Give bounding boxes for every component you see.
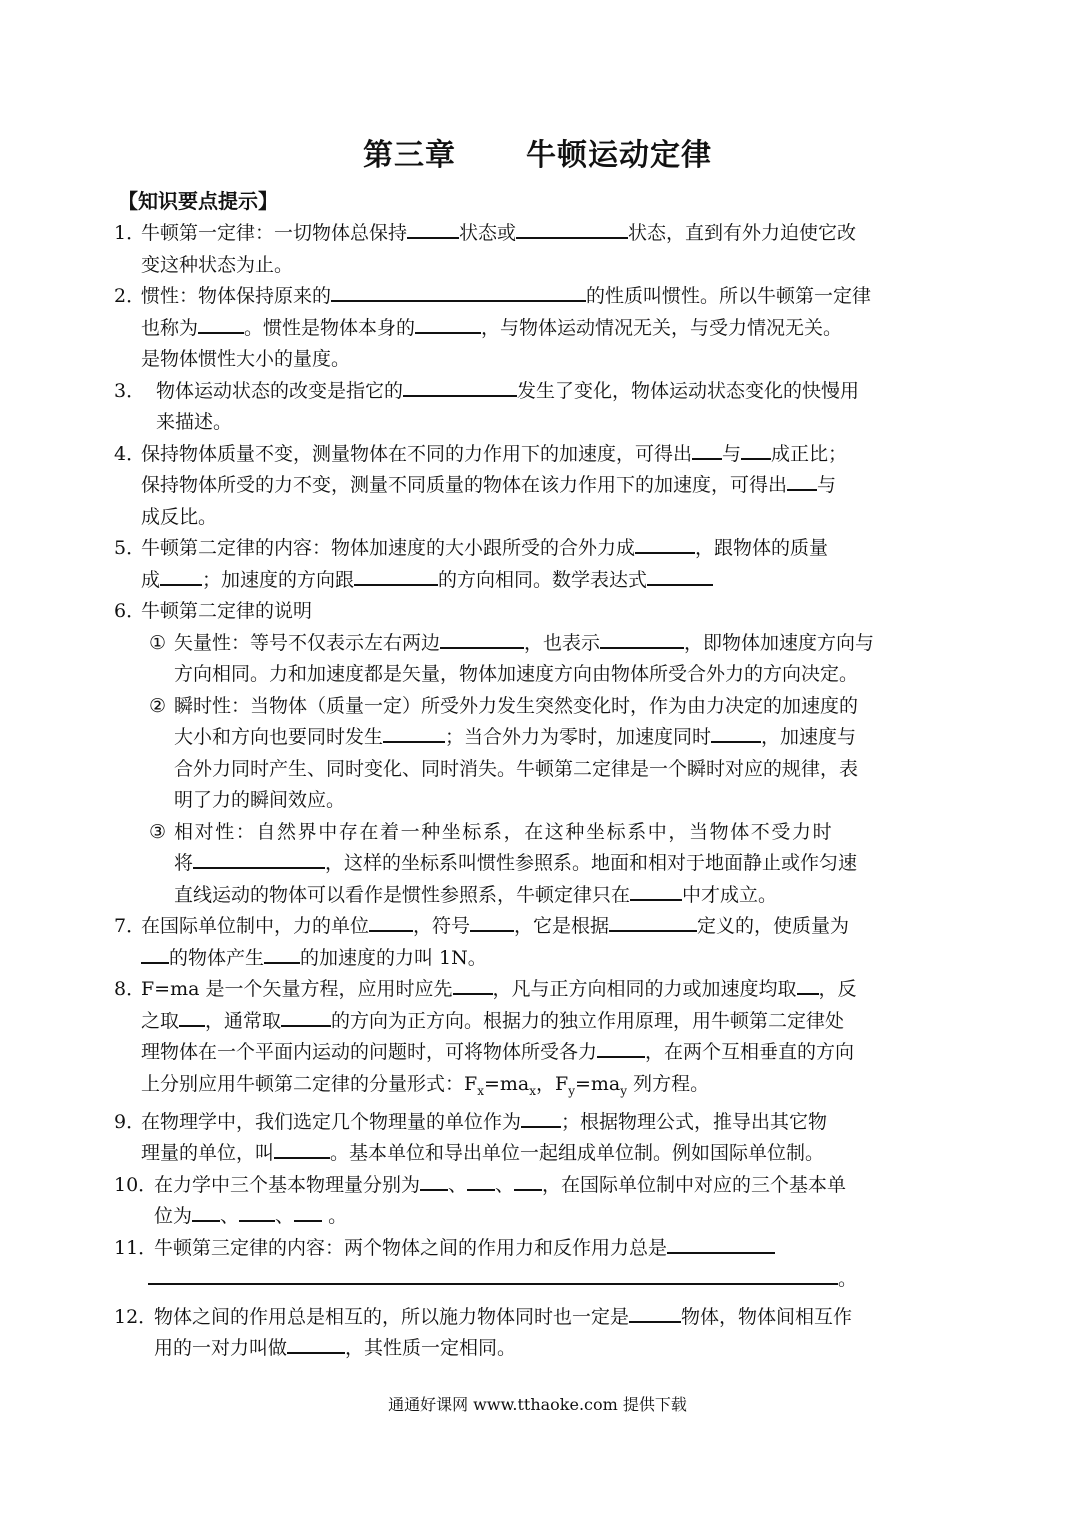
blank[interactable] [274, 1139, 330, 1159]
blank[interactable] [354, 566, 438, 586]
blank[interactable] [193, 849, 325, 869]
list-item-5: 5． 牛顿第二定律的内容：物体加速度的大小跟所受的合外力成 ，跟物体的质量 成 ；加速度的方向跟 的方向相同。数学表达式 [114, 533, 962, 596]
sub-item-instantaneous: ② 瞬时性：当物体（质量一定）所受外力发生突然变化时，作为由力决定的加速度的 大小和方向也要同时发生 ；当合外力为零时，加速度同时 ，加速度与 合外力同时产生、同时变化、同时消失。牛顿第二定律是一个瞬时对应的规律，表 明了力的瞬间效应。 [149, 694, 859, 811]
blank[interactable] [741, 440, 771, 460]
blank[interactable] [521, 1108, 561, 1128]
blank[interactable] [179, 1007, 205, 1027]
blank[interactable] [198, 314, 244, 334]
blank[interactable] [711, 723, 761, 743]
chapter-number: 第三章 [363, 138, 456, 173]
blank[interactable] [667, 1234, 775, 1254]
section-heading: 【知识要点提示】 [118, 189, 278, 213]
blank[interactable] [647, 566, 713, 586]
knowledge-points [114, 218, 962, 1365]
blank[interactable] [415, 314, 481, 334]
chapter-name: 牛顿运动定律 [526, 138, 712, 173]
blank[interactable] [160, 566, 202, 586]
blank[interactable] [635, 534, 695, 554]
list-item-7: 7． 在国际单位制中，力的单位 ，符号 ，它是根据 定义的，使质量为 的物体产生 的加速度的力叫 1N。 [114, 911, 962, 974]
blank[interactable] [369, 912, 413, 932]
blank[interactable] [514, 1171, 542, 1191]
blank[interactable] [630, 881, 682, 901]
list-item-6: 6． 牛顿第二定律的说明 [114, 600, 313, 622]
sub-item-vector: ① 矢量性：等号不仅表示左右两边 ，也表示 ，即物体加速度方向与 方向相同。力和加速度都是矢量，物体加速度方向由物体所受合外力的方向决定。 [114, 628, 962, 691]
blank[interactable] [383, 723, 445, 743]
blank[interactable] [403, 377, 517, 397]
list-item-12: 12． 物体之间的作用总是相互的，所以施力物体同时也一定是 物体，物体间相互作 用的一对力叫做 ，其性质一定相同。 [114, 1302, 962, 1365]
blank[interactable] [264, 944, 300, 964]
blank[interactable] [281, 1007, 331, 1027]
blank[interactable] [453, 975, 493, 995]
blank[interactable] [192, 1202, 220, 1222]
blank[interactable] [239, 1202, 275, 1222]
list-item-10: 10． 在力学中三个基本物理量分别为 、 、 ，在国际单位制中对应的三个基本单 位为 、 、 。 [114, 1170, 962, 1233]
blank[interactable] [287, 1334, 345, 1354]
list-item-11: 11． 牛顿第三定律的内容：两个物体之间的作用力和反作用力总是 。 [114, 1233, 962, 1296]
list-item-2: 2． 惯性：物体保持原来的 的性质叫惯性。所以牛顿第一定律 也称为 。惯性是物体本身的 ，与物体运动情况无关，与受力情况无关。 是物体惯性大小的量度。 [114, 281, 962, 376]
blank[interactable] [141, 944, 169, 964]
list-item-9: 9． 在物理学中，我们选定几个物理量的单位作为 ；根据物理公式，推导出其它物 理量的单位，叫 。基本单位和导出单位一起组成单位制。例如国际单位制。 [114, 1107, 962, 1170]
list-item-4: 4． 保持物体质量不变，测量物体在不同的力作用下的加速度，可得出 与 成正比； 保持物体所受的力不变，测量不同质量的物体在该力作用下的加速度，可得出 与 成反比。 [114, 439, 962, 534]
blank[interactable] [600, 629, 684, 649]
blank[interactable] [440, 629, 524, 649]
blank[interactable] [787, 471, 817, 491]
blank[interactable] [609, 912, 697, 932]
sub-item-relativity: ③ 相对性：自然界中存在着一种坐标系，在这种坐标系中，当物体不受力时 将 ，这样的坐标系叫惯性参照系。地面和相对于地面静止或作匀速 直线运动的物体可以看作是惯性参照系，牛顿定律只在 中才成立。 [149, 820, 858, 906]
blank[interactable] [597, 1038, 645, 1058]
blank[interactable] [516, 219, 628, 239]
blank[interactable] [470, 912, 514, 932]
blank[interactable] [331, 282, 586, 302]
list-item-1: 1． 牛顿第一定律：一切物体总保持 状态或 状态，直到有外力迫使它改 变这种状态为止。 [114, 218, 962, 281]
blank[interactable] [294, 1202, 322, 1222]
blank[interactable] [467, 1171, 495, 1191]
blank-long[interactable] [148, 1265, 838, 1285]
blank[interactable] [692, 440, 722, 460]
blank[interactable] [629, 1303, 681, 1323]
page-footer: 通通好课网 www.tthaoke.com 提供下载 [388, 1395, 687, 1414]
list-item-8: 8． F=ma 是一个矢量方程，应用时应先 ，凡与正方向相同的力或加速度均取 ，反 之取 ，通常取 的方向为正方向。根据力的独立作用原理，用牛顿第二定律处 理物体在一个平面内运动的问题时，可将物体所受各力 ，在两个互相垂直的方向 上分别应用牛顿第二定律的分量形式：$F_x=ma_x$，$F_y=ma_y$ 列方程。 [114, 974, 962, 1107]
blank[interactable] [420, 1171, 448, 1191]
blank[interactable] [797, 975, 819, 995]
list-item-3: 3． 物体运动状态的改变是指它的 发生了变化，物体运动状态变化的快慢用 来描述。 [114, 376, 962, 439]
page-title [0, 130, 1075, 174]
blank[interactable] [407, 219, 459, 239]
